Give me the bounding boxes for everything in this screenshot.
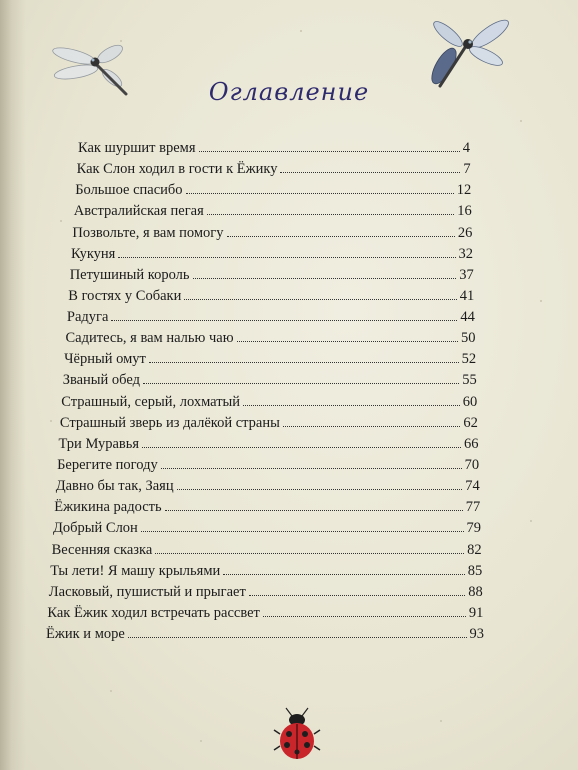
toc-entry-page-number: 26 [457, 224, 473, 241]
toc-entry-page-number: 7 [463, 161, 471, 178]
dot-leader [141, 531, 464, 532]
toc-entry-title: Давно бы так, Заяц [55, 478, 174, 495]
toc-entry [47, 603, 483, 623]
toc-entry-page-number: 79 [466, 520, 481, 537]
toc-entry-title: Добрый Слон [53, 520, 138, 537]
toc-entry [66, 328, 476, 348]
toc-entry [52, 540, 482, 560]
toc-entry [68, 286, 474, 306]
toc-entry-title: Большое спасибо [75, 182, 183, 199]
toc-entry [61, 392, 477, 412]
toc-entry-title: В гостях у Собаки [68, 287, 182, 304]
toc-entry [78, 138, 470, 158]
toc-entry-page-number: 32 [458, 245, 473, 262]
toc-entry-title: Ёжик и море [46, 626, 125, 642]
toc-entry [77, 159, 471, 179]
toc-entry-page-number: 37 [459, 266, 474, 283]
toc-entry [57, 455, 479, 475]
toc-entry [72, 223, 472, 243]
toc-entry-title: Петушиный король [69, 266, 190, 283]
toc-entry [50, 561, 482, 581]
toc-entry-page-number: 4 [462, 140, 470, 156]
toc-entry-title: Ты лети! Я машу крыльями [50, 562, 221, 579]
dot-leader [149, 362, 459, 363]
toc-entry-title: Как шуршит время [78, 140, 196, 156]
toc-entry-page-number: 77 [465, 499, 481, 516]
toc-entry [46, 624, 484, 644]
dot-leader [128, 637, 467, 638]
dot-leader [249, 595, 466, 596]
dot-leader [227, 236, 455, 237]
toc-entry-title: Чёрный омут [64, 351, 146, 368]
toc-entry-title: Три Муравья [58, 435, 140, 452]
toc-entry [70, 265, 474, 285]
toc-entry-title: Берегите погоду [57, 457, 158, 473]
dot-leader [223, 574, 464, 575]
toc-entry [71, 244, 473, 264]
toc-entry-page-number: 91 [468, 604, 484, 621]
dot-leader [193, 278, 457, 279]
toc-entry-page-number: 44 [460, 309, 475, 325]
toc-entry-title: Весенняя сказка [51, 541, 153, 558]
toc-entry-page-number: 12 [456, 182, 472, 199]
dot-leader [280, 172, 460, 173]
dot-leader [177, 489, 463, 490]
toc-entry-title: Ёжикина радость [54, 499, 162, 516]
toc-entry-page-number: 66 [464, 435, 479, 452]
toc-entry-title: Позвольте, я вам помогу [72, 224, 224, 241]
toc-entry [53, 518, 481, 538]
toc-entry [49, 582, 483, 602]
toc-entry-page-number: 16 [457, 203, 472, 220]
dot-leader [111, 320, 457, 321]
dot-leader [165, 510, 463, 511]
dot-leader [237, 341, 458, 342]
toc-entry-page-number: 41 [459, 287, 475, 304]
toc-entry-title: Званый обед [62, 372, 140, 389]
toc-entry-page-number: 82 [467, 541, 482, 558]
toc-entry-title: Кукуня [71, 245, 116, 262]
toc-entry-title: Как Слон ходил в гости к Ёжику [76, 161, 278, 178]
toc-entry-page-number: 52 [461, 351, 477, 368]
dot-leader [142, 447, 461, 448]
toc-entry [59, 434, 479, 454]
dot-leader [207, 214, 455, 215]
toc-entry [75, 180, 471, 200]
toc-entry-title: Ласковый, пушистый и прыгает [48, 583, 246, 600]
toc-entry-page-number: 70 [464, 457, 480, 473]
toc-entry-page-number: 85 [467, 562, 483, 579]
toc-entry [60, 413, 478, 433]
toc-entry [63, 370, 477, 390]
toc-entry-page-number: 88 [468, 583, 483, 600]
toc-entry-page-number: 74 [465, 478, 480, 495]
toc-entry-page-number: 55 [462, 372, 477, 389]
toc-entry-page-number: 93 [469, 626, 484, 642]
dot-leader [161, 468, 462, 469]
toc-entry-title: Радуга [66, 309, 109, 325]
dot-leader [186, 193, 454, 194]
dot-leader [243, 405, 460, 406]
dot-leader [263, 616, 466, 617]
toc-entry [74, 201, 472, 221]
toc-entry-page-number: 60 [462, 393, 478, 410]
toc-entry-page-number: 50 [461, 330, 476, 347]
toc-entry-page-number: 62 [463, 414, 478, 431]
dot-leader [283, 426, 461, 427]
dot-leader [155, 553, 464, 554]
toc-entry-title: Страшный, серый, лохматый [61, 393, 241, 410]
toc-entry [64, 349, 476, 369]
page-title: Оглавление [208, 78, 370, 106]
dot-leader [118, 257, 455, 258]
toc-entry-title: Австралийская пегая [73, 203, 204, 220]
toc-entry [54, 497, 480, 517]
toc-entry-title: Страшный зверь из далёкой страны [59, 414, 280, 431]
toc-entry-title: Как Ёжик ходил встречать рассвет [47, 604, 260, 621]
toc-entry-title: Садитесь, я вам налью чаю [65, 330, 234, 347]
dot-leader [199, 151, 460, 152]
ladybug-icon [272, 706, 324, 766]
dot-leader [184, 299, 456, 300]
dot-leader [143, 383, 459, 384]
toc-entry [56, 476, 480, 496]
toc-entry [67, 307, 475, 327]
